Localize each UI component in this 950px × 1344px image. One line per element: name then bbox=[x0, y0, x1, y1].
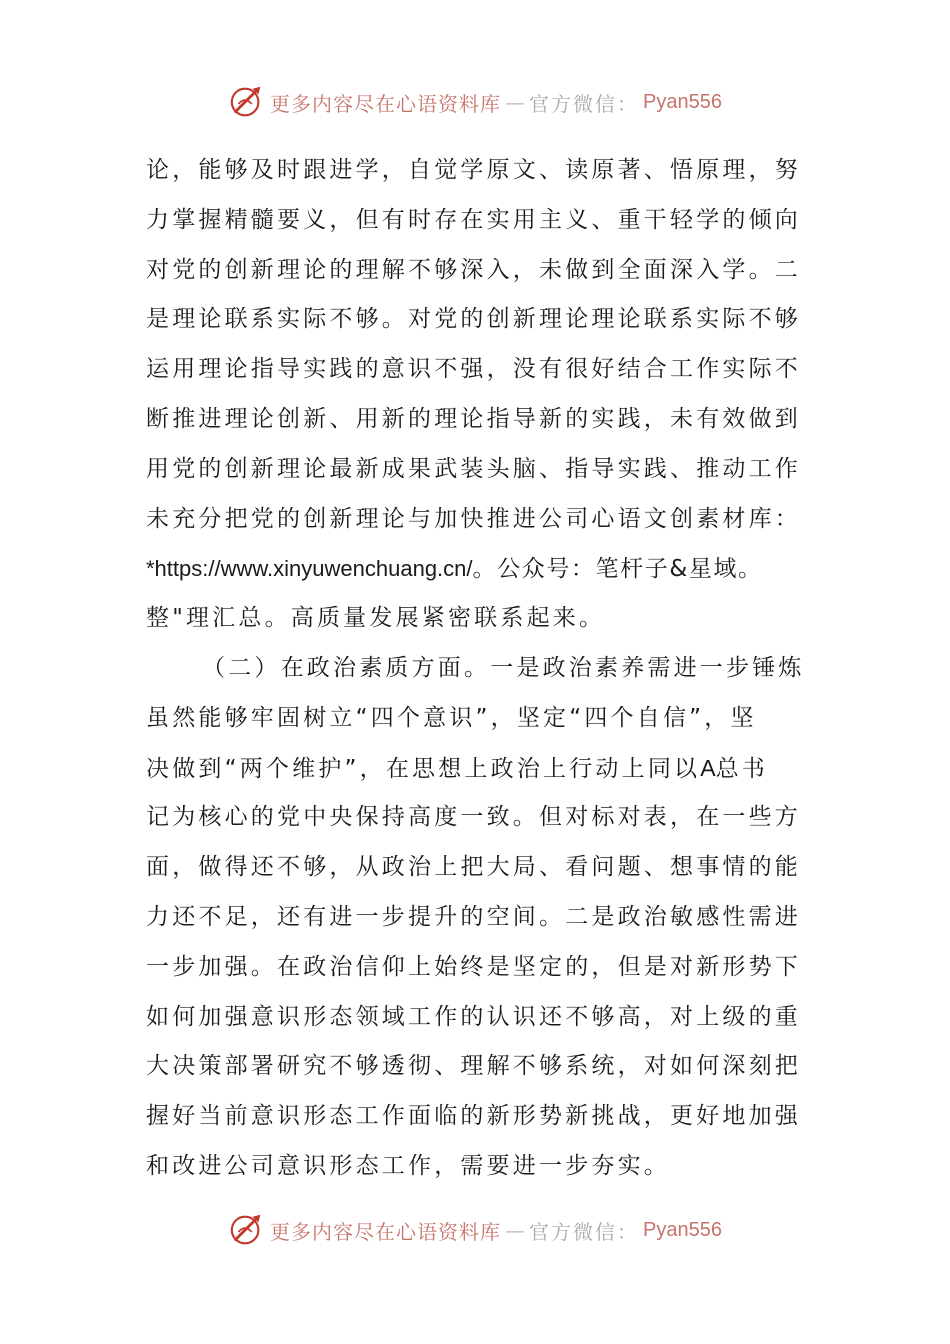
latin-letter: A bbox=[700, 754, 716, 781]
text-line: 记为核心的党中央保持高度一致。但对标对表，在一些方 bbox=[146, 804, 801, 831]
source-url-text: *https://www.xinyuwenchuang.cn/ bbox=[146, 556, 473, 582]
text-line: 论，能够及时跟进学，自觉学原文、读原著、悟原理，努 bbox=[146, 157, 801, 183]
text-line: 力还不足，还有进一步提升的空间。二是政治敏感性需进 bbox=[146, 903, 801, 930]
pen-logo-icon bbox=[228, 83, 266, 121]
text-line: 和改进公司意识形态工作，需要进一步夯实。 bbox=[146, 1152, 670, 1179]
text-line: 对党的创新理论的理解不够深入，未做到全面深入学。二 bbox=[146, 256, 801, 283]
text-line-url bbox=[146, 544, 816, 594]
banner-separator: — bbox=[505, 90, 526, 114]
text-segment: 总书 bbox=[715, 755, 768, 782]
banner-text: 更多内容尽在心语资料库 bbox=[270, 91, 502, 116]
text-line: 虽然能够牢固树立“四个意识”，坚定“四个自信”，坚 bbox=[146, 704, 757, 731]
paragraph-heading-text: （二）在政治素质方面。一是政治素养需进一步锤炼 bbox=[202, 654, 805, 681]
banner-separator: — bbox=[505, 1218, 526, 1242]
text-line: 一步加强。在政治信仰上始终是坚定的，但是对新形势下 bbox=[146, 953, 801, 980]
text-line: 大决策部署研究不够透彻、理解不够系统，对如何深刻把 bbox=[146, 1053, 801, 1080]
banner-text: 更多内容尽在心语资料库 bbox=[270, 1219, 502, 1244]
banner-wechat-id: Pyan556 bbox=[643, 90, 722, 113]
footer-banner bbox=[0, 1208, 950, 1252]
banner-wechat-label: 官方微信： bbox=[529, 1219, 640, 1244]
text-line: 握好当前意识形态工作面临的新形势新挑战，更好地加强 bbox=[146, 1103, 801, 1130]
text-line bbox=[146, 744, 816, 794]
banner-wechat-label: 官方微信： bbox=[529, 91, 640, 116]
text-line: 力掌握精髓要义，但有时存在实用主义、重干轻学的倾向 bbox=[146, 206, 801, 233]
text-line: 整"理汇总。高质量发展紧密联系起来。 bbox=[146, 605, 606, 632]
pen-logo-icon bbox=[228, 1211, 266, 1249]
text-segment: 决做到“两个维护”，在思想上政治上行动上同以 bbox=[146, 755, 701, 782]
text-line: 断推进理论创新、用新的理论指导新的实践，未有效做到 bbox=[146, 405, 801, 432]
url-tail-text: 。公众号：笔杆子&星域。 bbox=[472, 556, 763, 583]
paragraph-start-line bbox=[146, 644, 816, 694]
text-line: 面，做得还不够，从政治上把大局、看问题、想事情的能 bbox=[146, 854, 801, 881]
body-text bbox=[146, 146, 816, 1192]
text-line: 未充分把党的创新理论与加快推进公司心语文创素材库： bbox=[146, 505, 801, 532]
header-banner bbox=[0, 80, 950, 124]
text-line: 运用理论指导实践的意识不强，没有很好结合工作实际不 bbox=[146, 356, 801, 383]
text-line: 如何加强意识形态领域工作的认识还不够高，对上级的重 bbox=[146, 1003, 801, 1030]
text-line: 是理论联系实际不够。对党的创新理论理论联系实际不够 bbox=[146, 306, 801, 333]
banner-wechat-id: Pyan556 bbox=[643, 1218, 722, 1241]
text-line: 用党的创新理论最新成果武装头脑、指导实践、推动工作 bbox=[146, 455, 801, 482]
